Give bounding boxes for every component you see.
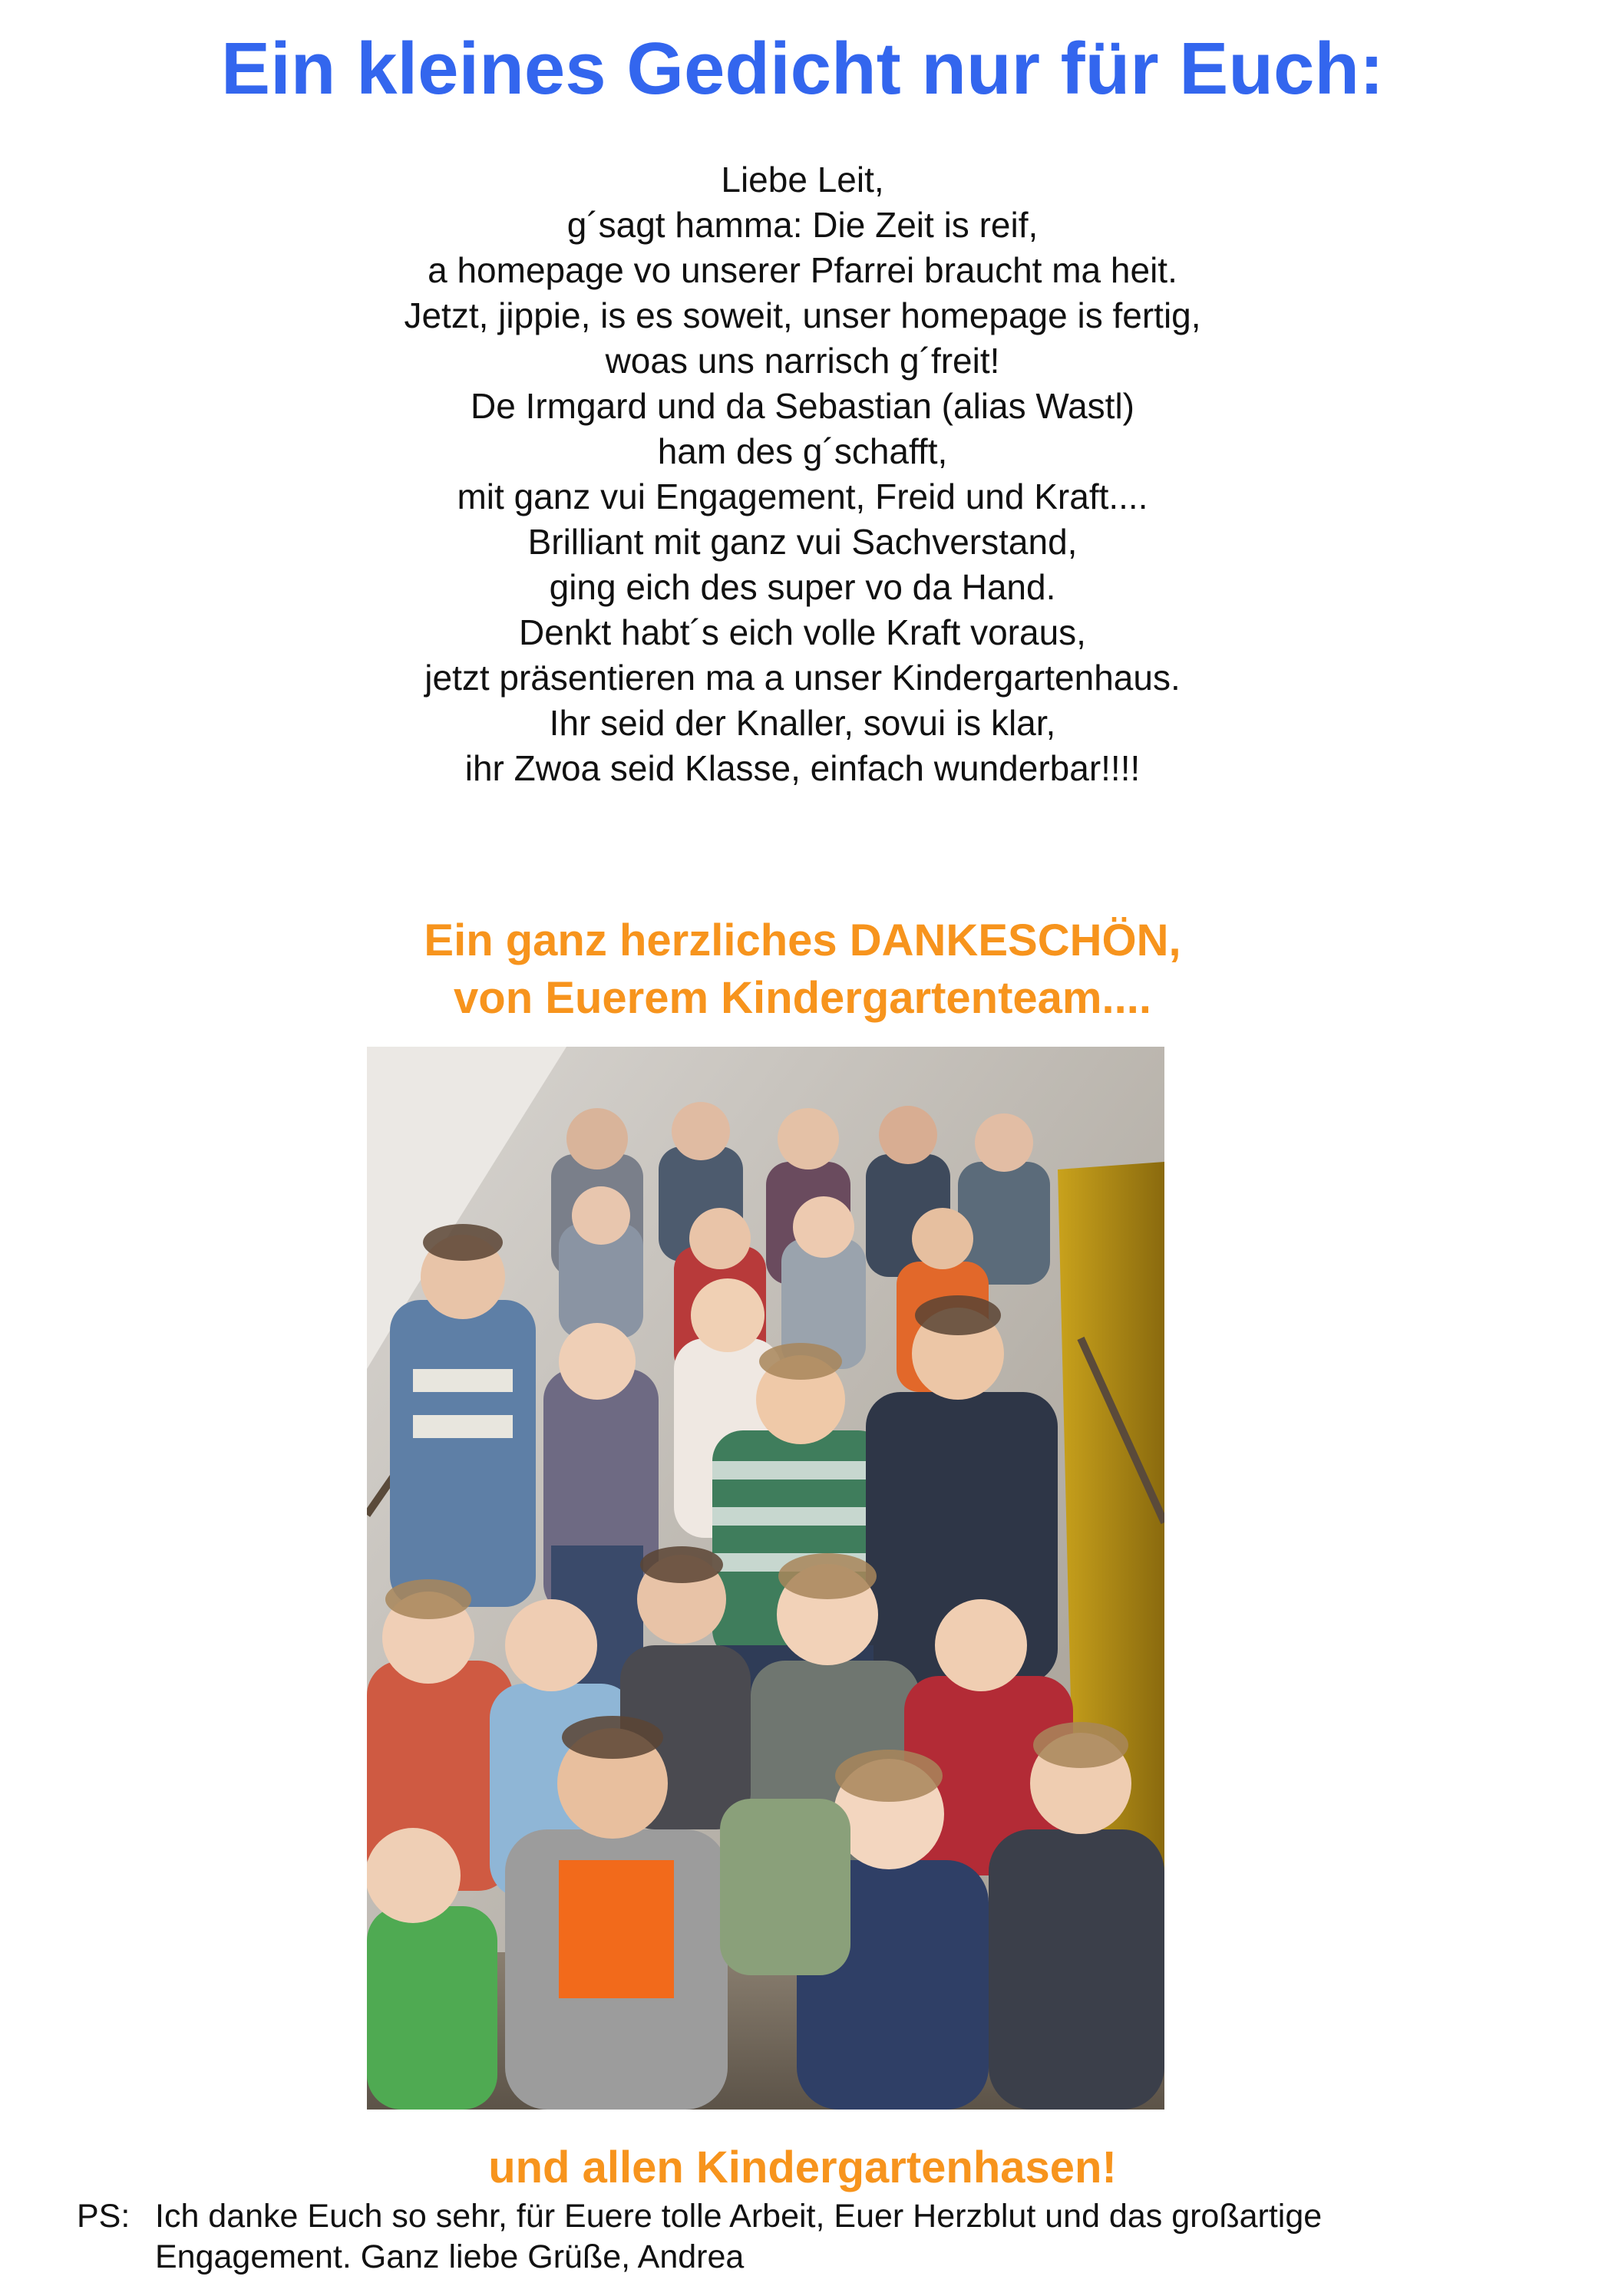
thanks-line: von Euerem Kindergartenteam.... <box>454 973 1151 1023</box>
poem-line: Jetzt, jippie, is es soweit, unser homepage is fertig, <box>404 295 1201 335</box>
poem <box>0 157 1605 791</box>
poem-line: Brilliant mit ganz vui Sachverstand, <box>527 522 1078 562</box>
poem-line: ihr Zwoa seid Klasse, einfach wunderbar!!!! <box>464 748 1141 788</box>
postscript <box>77 2196 1566 2278</box>
poem-line: De Irmgard und da Sebastian (alias Wastl) <box>470 386 1134 426</box>
closing-line: und allen Kindergartenhasen! <box>488 2143 1117 2192</box>
poem-line: jetzt präsentieren ma a unser Kindergartenhaus. <box>424 658 1181 698</box>
ps-text <box>77 2196 1566 2278</box>
poem-line: ham des g´schafft, <box>657 431 948 471</box>
poem-line: woas uns narrisch g´freit! <box>605 341 1000 381</box>
poem-line: mit ganz vui Engagement, Freid und Kraft.... <box>457 477 1148 516</box>
poem-line: a homepage vo unserer Pfarrei braucht ma heit. <box>428 250 1177 290</box>
page-title: Ein kleines Gedicht nur für Euch: <box>221 28 1384 110</box>
poem-line: ging eich des super vo da Hand. <box>549 567 1056 607</box>
ps-label: PS: <box>77 2198 130 2235</box>
poem-line: Denkt habt´s eich volle Kraft voraus, <box>519 612 1086 652</box>
ps-line: Engagement. Ganz liebe Grüße, Andrea <box>155 2238 745 2275</box>
thanks-line: Ein ganz herzliches DANKESCHÖN, <box>424 915 1181 965</box>
group-photo <box>367 1047 1164 2110</box>
thanks-heading <box>0 912 1605 1027</box>
poem-line: Ihr seid der Knaller, sovui is klar, <box>549 703 1056 743</box>
poem-line: Liebe Leit, <box>721 160 884 200</box>
poem-line: g´sagt hamma: Die Zeit is reif, <box>566 205 1039 245</box>
ps-line: Ich danke Euch so sehr, für Euere tolle Arbeit, Euer Herzblut und das großartige <box>155 2198 1323 2235</box>
